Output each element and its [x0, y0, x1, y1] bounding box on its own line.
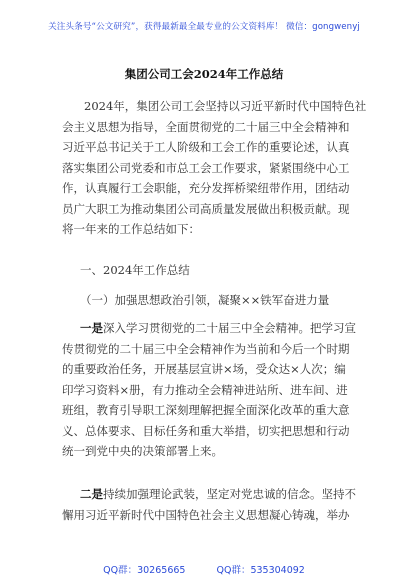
intro-line: 将一年来的工作总结如下： [62, 222, 200, 236]
intro-line: 作，认真履行工会职能，充分发挥桥梁纽带作用，团结动 [62, 181, 350, 195]
intro-line: 员广大职工为推动集团公司高质量发展做出积极贡献。现 [62, 201, 350, 216]
paragraph-line: 一是深入学习贯彻党的二十届三中全会精神。把学习宣 [80, 321, 356, 335]
intro-paragraph [62, 96, 367, 240]
paragraph-1 [62, 318, 356, 462]
top-banner: 关注头条号“公文研究”，获得最新最全最专业的公文资料库！ 微信：gongwenyj [48, 22, 360, 32]
paragraph-line: 的重要政治任务，开展基层宣讲×场，受众达×人次；编 [62, 362, 346, 376]
paragraph-2 [62, 484, 356, 525]
qq-group-2: QQ群：535304092 [216, 565, 305, 576]
paragraph-line: 印学习资料×册，有力推动全会精神进站所、进车间、进 [62, 382, 348, 397]
paragraph-line: 统一到党中央的决策部署上来。 [62, 444, 223, 458]
paragraph-line: 懈用习近平新时代中国特色社会主义思想凝心铸魂，举办 [62, 507, 350, 522]
section-heading: 一、2024年工作总结 [80, 263, 190, 277]
paragraph-line: 二是持续加强理论武装，坚定对党忠诚的信念。坚持不 [80, 487, 356, 501]
paragraph-lead: 二是 [80, 487, 103, 501]
intro-line: 落实集团公司党委和市总工会工作要求，紧紧围绕中心工 [62, 160, 350, 175]
subsection-heading: （一）加强思想政治引领，凝聚××铁军奋进力量 [80, 293, 330, 307]
paragraph-line: 传贯彻党的二十届三中全会精神作为当前和今后一个时期 [62, 341, 350, 356]
paragraph-lead: 一是 [80, 321, 103, 335]
document-title: 集团公司工会2024年工作总结 [124, 67, 284, 81]
intro-line: 习近平总书记关于工人阶级和工会工作的重要论述，认真 [62, 140, 350, 154]
paragraph-line: 班组，教育引导职工深刻理解把握全面深化改革的重大意 [62, 403, 350, 417]
paragraph-line: 义、总体要求、目标任务和重大举措，切实把思想和行动 [62, 423, 350, 438]
qq-group-1: QQ群：30265665 [103, 565, 186, 576]
intro-line: 2024年，集团公司工会坚持以习近平新时代中国特色社 [84, 99, 367, 113]
intro-line: 会主义思想为指导，全面贯彻党的二十届三中全会精神和 [62, 119, 350, 134]
bottom-banner [0, 562, 408, 576]
